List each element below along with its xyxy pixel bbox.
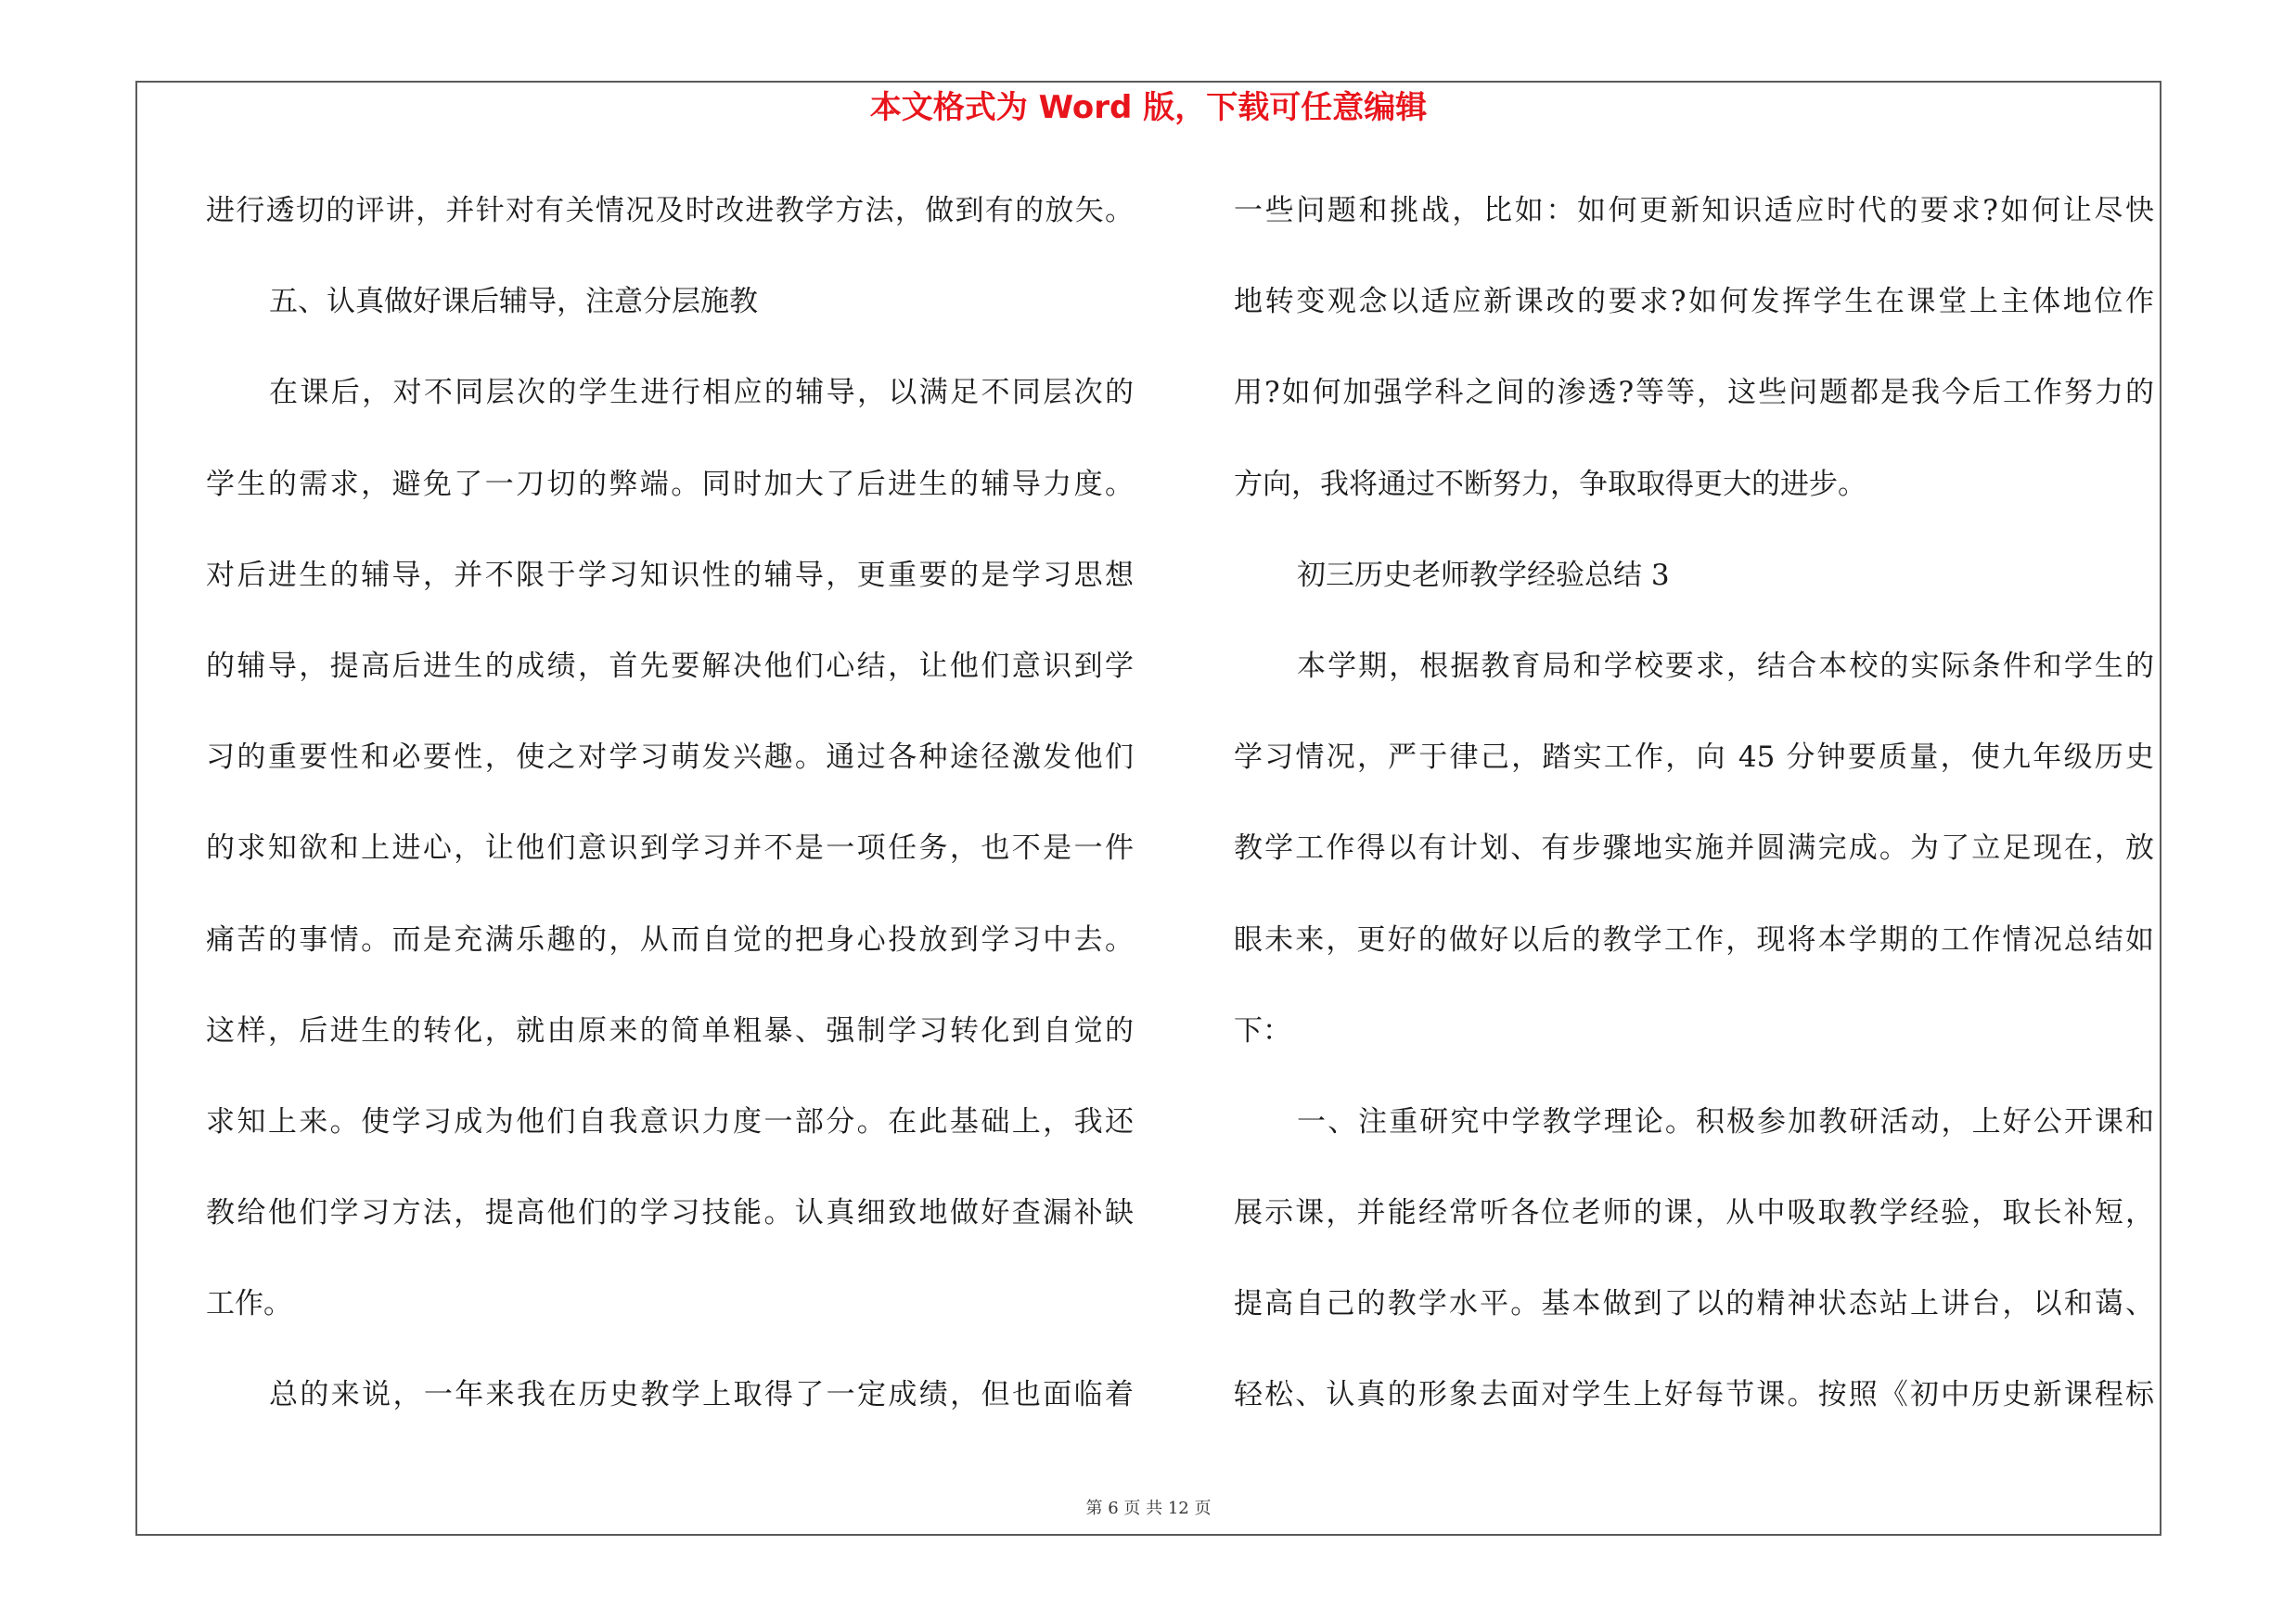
text-line: 教学工作得以有计划、有步骤地实施并圆满完成。为了立足现在，放 (1234, 831, 2154, 866)
text-line: 一、注重研究中学教学理论。积极参加教研活动，上好公开课和 (1297, 1104, 2154, 1139)
text-line: 进行透切的评讲，并针对有关情况及时改进教学方法，做到有的放矢。 (206, 194, 1134, 227)
text-line: 总的来说，一年来我在历史教学上取得了一定成绩，但也面临着 (269, 1378, 1134, 1412)
text-line: 的求知欲和上进心，让他们意识到学习并不是一项任务，也不是一件 (206, 831, 1134, 866)
text-line: 学习情况，严于律己，踏实工作，向 45 分钟要质量，使九年级历史 (1234, 741, 2154, 775)
text-line: 地转变观念以适应新课改的要求?如何发挥学生在课堂上主体地位作 (1234, 285, 2154, 319)
text-line: 的辅导，提高后进生的成绩，首先要解决他们心结，让他们意识到学 (206, 649, 1134, 683)
text-line: 下： (1234, 1013, 1291, 1048)
right-text-column (1234, 165, 2154, 1441)
text-line: 提高自己的教学水平。基本做到了以的精神状态站上讲台，以和蔼、 (1234, 1287, 2154, 1321)
text-line: 这样，后进生的转化，就由原来的简单粗暴、强制学习转化到自觉的 (206, 1013, 1134, 1048)
text-line: 本学期，根据教育局和学校要求，结合本校的实际条件和学生的 (1297, 649, 2154, 683)
text-line: 眼未来，更好的做好以后的教学工作，现将本学期的工作情况总结如 (1234, 922, 2154, 957)
text-line: 在课后，对不同层次的学生进行相应的辅导，以满足不同层次的 (269, 376, 1134, 410)
section-heading: 五、认真做好课后辅导，注意分层施教 (269, 285, 758, 319)
text-line: 求知上来。使学习成为他们自我意识力度一部分。在此基础上，我还 (206, 1104, 1134, 1139)
text-line: 方向，我将通过不断努力，争取取得更大的进步。 (1234, 467, 1866, 501)
text-line: 一些问题和挑战，比如：如何更新知识适应时代的要求?如何让尽快 (1234, 194, 2154, 227)
text-line: 展示课，并能经常听各位老师的课，从中吸取教学经验，取长补短， (1234, 1196, 2154, 1230)
text-line: 轻松、认真的形象去面对学生上好每节课。按照《初中历史新课程标 (1234, 1378, 2154, 1412)
document-header-title: 本文格式为 Word 版，下载可任意编辑 (869, 89, 1428, 126)
section-title: 初三历史老师教学经验总结 3 (1297, 558, 1670, 592)
text-line: 习的重要性和必要性，使之对学习萌发兴趣。通过各种途径激发他们 (206, 741, 1134, 775)
text-line: 痛苦的事情。而是充满乐趣的，从而自觉的把身心投放到学习中去。 (206, 922, 1134, 957)
text-line: 用?如何加强学科之间的渗透?等等，这些问题都是我今后工作努力的 (1234, 376, 2154, 410)
page-number-footer: 第 6 页 共 12 页 (1085, 1499, 1212, 1518)
text-line: 教给他们学习方法，提高他们的学习技能。认真细致地做好查漏补缺 (206, 1196, 1134, 1230)
text-line: 学生的需求，避免了一刀切的弊端。同时加大了后进生的辅导力度。 (206, 467, 1134, 501)
text-line: 工作。 (206, 1287, 292, 1321)
left-text-column (206, 165, 1134, 1441)
text-line: 对后进生的辅导，并不限于学习知识性的辅导，更重要的是学习思想 (206, 558, 1134, 592)
